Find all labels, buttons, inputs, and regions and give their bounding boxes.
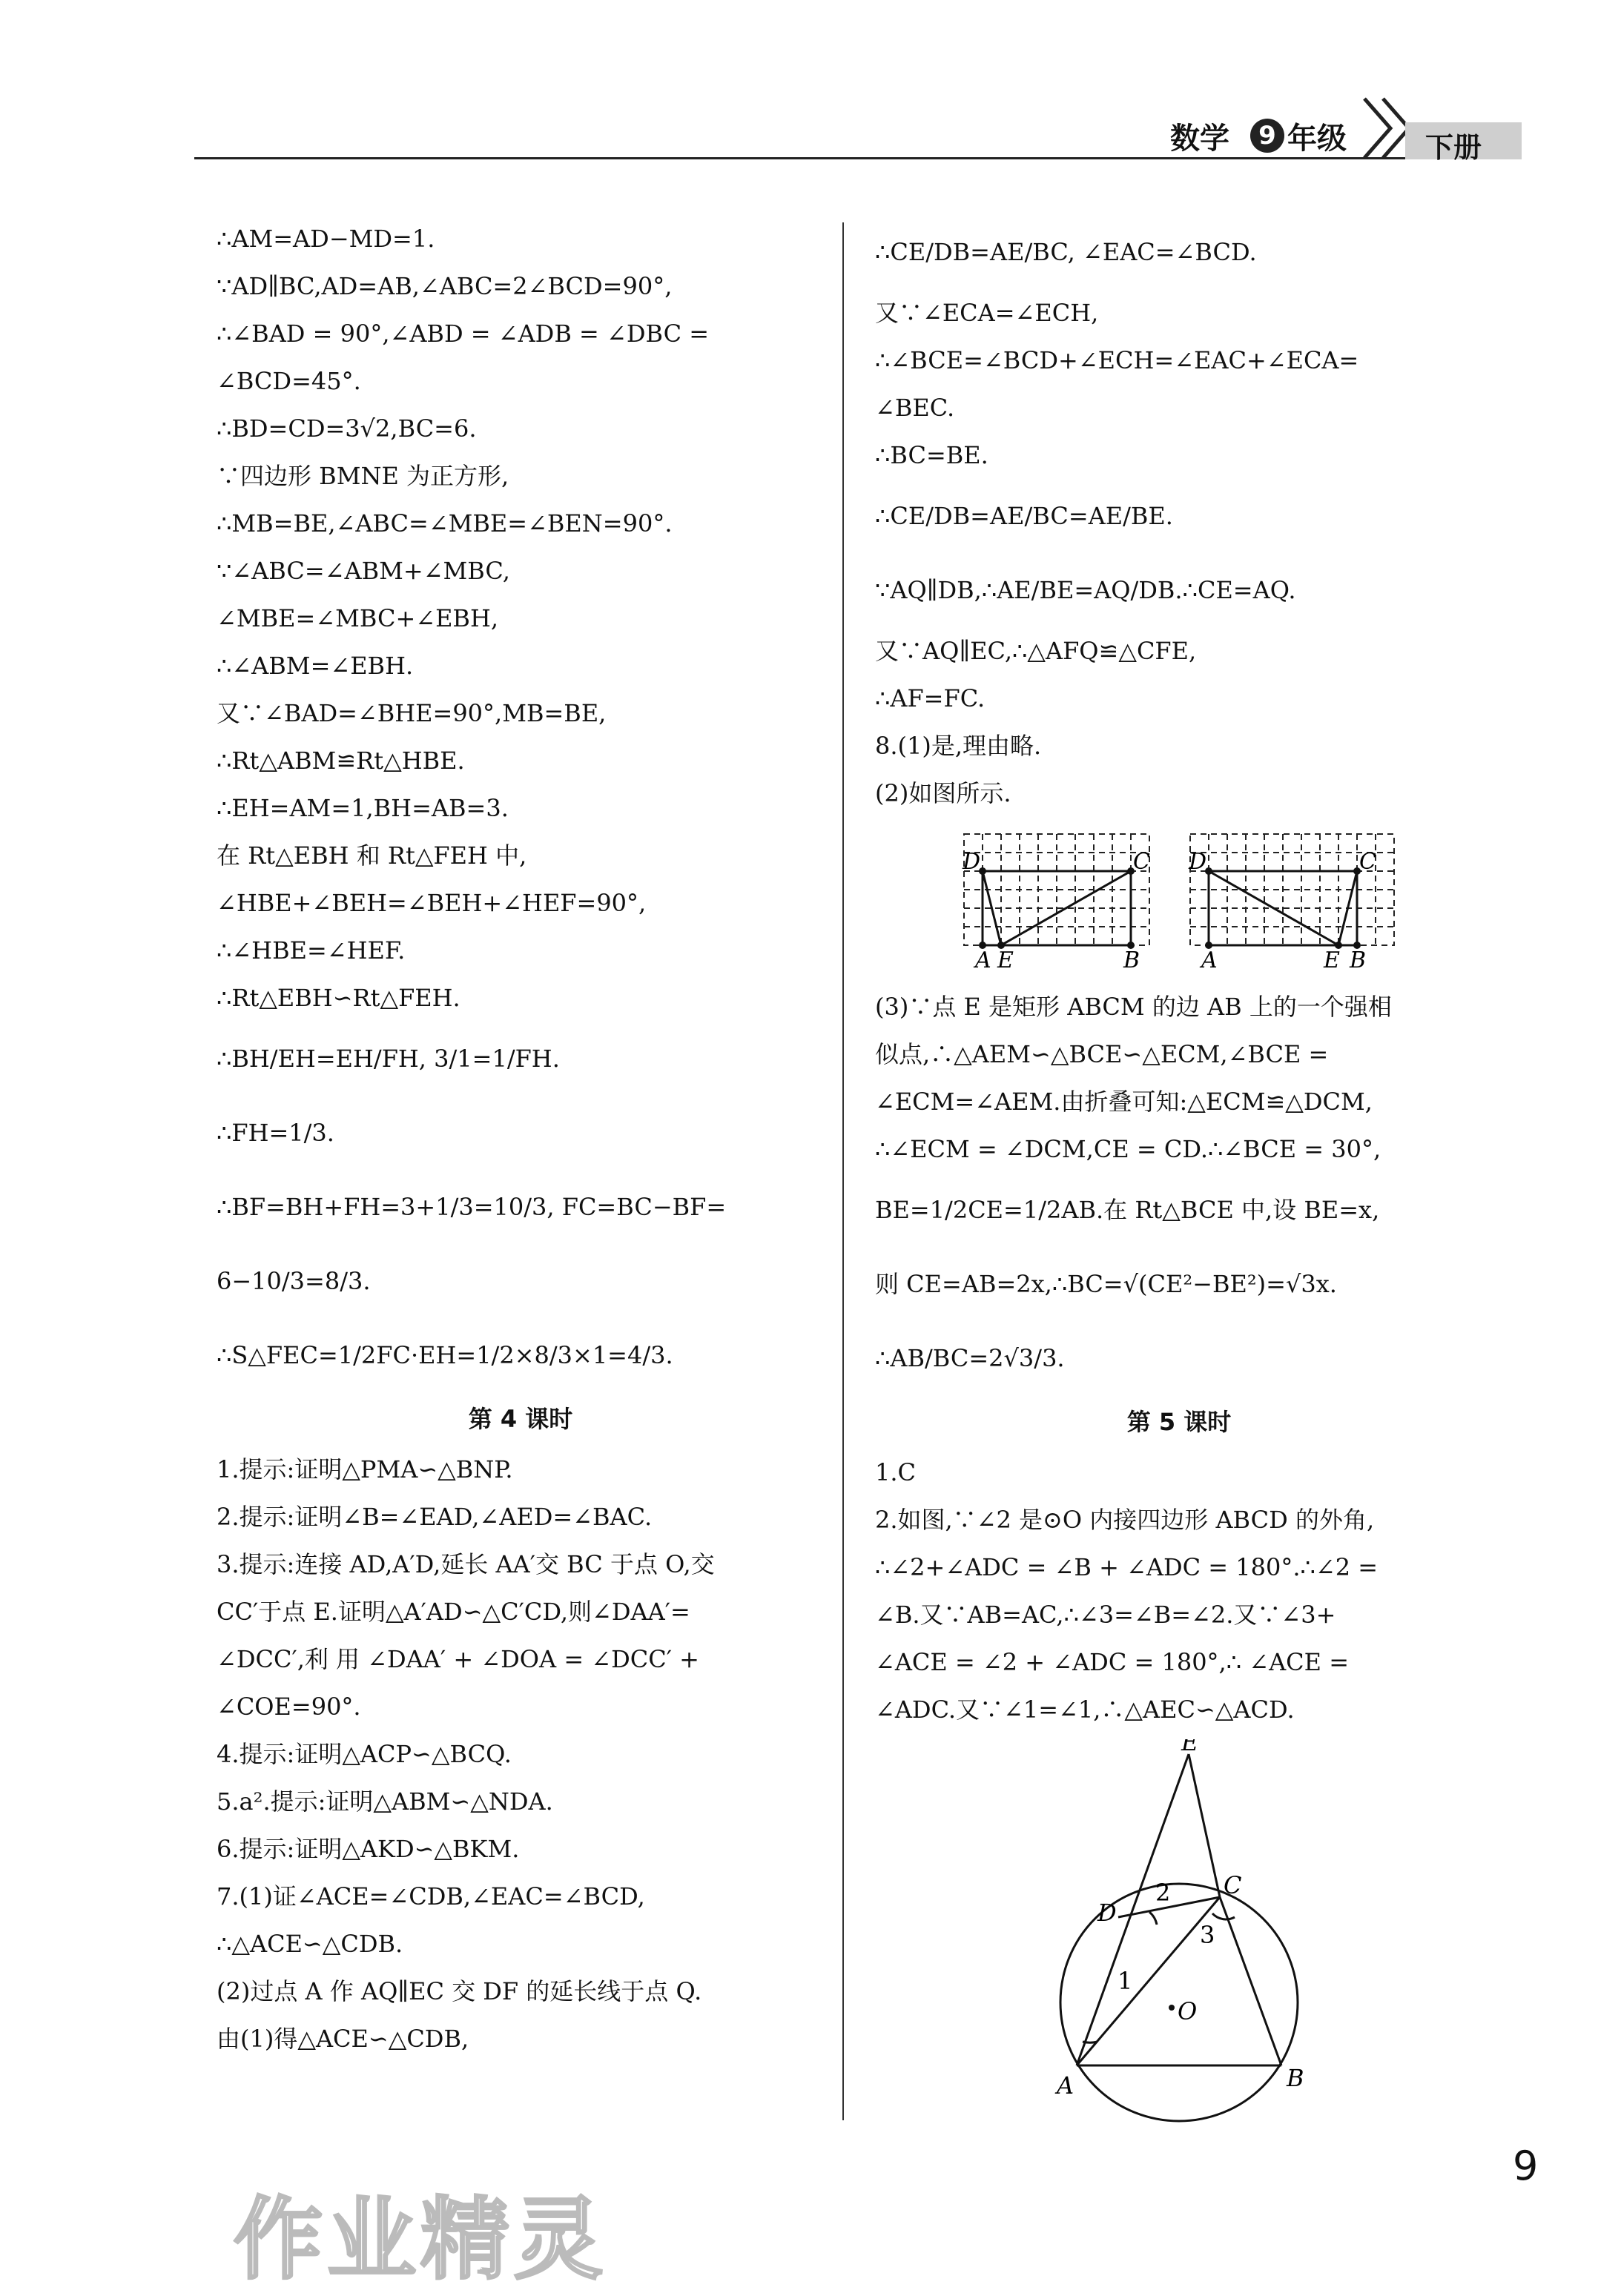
- column-divider: [842, 222, 844, 2120]
- header-grade: 年级: [1287, 122, 1347, 156]
- grid-figure-1: [964, 834, 1149, 945]
- grid1-label-e: E: [997, 947, 1014, 971]
- circle-label-o: O: [1178, 1997, 1198, 2025]
- grid2-label-a: A: [1201, 947, 1218, 971]
- text-line: 在 Rt△EBH 和 Rt△FEH 中,: [217, 841, 527, 870]
- text-line: 又∵∠ECA=∠ECH,: [875, 299, 1099, 327]
- text-line: 由(1)得△ACE∽△CDB,: [217, 2025, 469, 2053]
- text-line: ∴MB=BE,∠ABC=∠MBE=∠BEN=90°.: [217, 509, 673, 537]
- text-line: ∴S△FEC=1/2FC·EH=1/2×8/3×1=4/3.: [217, 1341, 673, 1369]
- text-line: ∵AD∥BC,AD=AB,∠ABC=2∠BCD=90°,: [217, 272, 673, 300]
- circle-label-e: E: [1181, 1739, 1199, 1756]
- circle-label-a: A: [1057, 2071, 1074, 2100]
- text-line: ∴Rt△EBH∽Rt△FEH.: [217, 984, 460, 1012]
- text-line: ∴BD=CD=3√2,BC=6.: [217, 414, 477, 443]
- text-line: ∴FH=1/3.: [217, 1119, 334, 1147]
- circle-label-1: 1: [1117, 1967, 1133, 1995]
- text-line: ∴∠HBE=∠HEF.: [217, 936, 406, 965]
- section-title: 第 4 课时: [468, 1405, 573, 1433]
- text-line: ∴AB/BC=2√3/3.: [875, 1344, 1065, 1372]
- circle-label-d: D: [1097, 1899, 1117, 1927]
- text-line: 6−10/3=8/3.: [217, 1267, 371, 1295]
- text-line: ∵AQ∥DB,∴AE/BE=AQ/DB.∴CE=AQ.: [875, 576, 1296, 604]
- text-line: ∠BEC.: [875, 394, 955, 422]
- grid2-label-c: C: [1359, 849, 1376, 875]
- watermark: 作业精灵: [234, 2189, 607, 2292]
- grid1-label-d: D: [963, 849, 981, 875]
- circle-label-b: B: [1287, 2064, 1304, 2092]
- text-line: ∴∠2+∠ADC = ∠B + ∠ADC = 180°.∴∠2 =: [875, 1553, 1379, 1581]
- grid2-label-d: D: [1189, 849, 1207, 875]
- text-line: ∴AM=AD−MD=1.: [217, 225, 435, 253]
- grid-diagram: [875, 823, 1483, 971]
- page-number: 9: [1513, 2143, 1539, 2189]
- text-line: 又∵AQ∥EC,∴△AFQ≌△CFE,: [875, 637, 1197, 665]
- text-line: ∴Rt△ABM≌Rt△HBE.: [217, 747, 465, 775]
- text-line: (2)如图所示.: [875, 779, 1011, 807]
- grid1-label-b: B: [1123, 947, 1140, 971]
- text-line: (2)过点 A 作 AQ∥EC 交 DF 的延长线于点 Q.: [217, 1977, 702, 2005]
- grid2-label-b: B: [1350, 947, 1367, 971]
- text-line: 2.如图,∵∠2 是⊙O 内接四边形 ABCD 的外角,: [875, 1506, 1375, 1534]
- grid-figures: [875, 823, 1483, 977]
- text-line: ∵∠ABC=∠ABM+∠MBC,: [217, 557, 510, 585]
- circle-label-c: C: [1224, 1871, 1242, 1899]
- circle-figure: [875, 1739, 1483, 2140]
- text-line: 5.a².提示:证明△ABM∽△NDA.: [217, 1787, 553, 1816]
- text-line: ∴△ACE∽△CDB.: [217, 1930, 403, 1958]
- circle-label-2: 2: [1155, 1879, 1171, 1907]
- text-line: ∴BC=BE.: [875, 441, 988, 469]
- text-line: 6.提示:证明△AKD∽△BKM.: [217, 1835, 520, 1863]
- text-line: ∠DCC′,利 用 ∠DAA′ + ∠DOA = ∠DCC′ +: [217, 1645, 699, 1673]
- text-line: ∴CE/DB=AE/BC, ∠EAC=∠BCD.: [875, 238, 1257, 266]
- text-line: ∠ACE = ∠2 + ∠ADC = 180°,∴ ∠ACE =: [875, 1648, 1349, 1676]
- header-subject: 数学: [1170, 122, 1229, 156]
- text-line: ∠HBE+∠BEH=∠BEH+∠HEF=90°,: [217, 889, 647, 917]
- circle-label-3: 3: [1200, 1921, 1215, 1949]
- text-line: 则 CE=AB=2x,∴BC=√(CE²−BE²)=√3x.: [875, 1270, 1337, 1298]
- text-line: ∴EH=AM=1,BH=AB=3.: [217, 794, 509, 822]
- grid1-label-a: A: [975, 947, 991, 971]
- text-line: 4.提示:证明△ACP∽△BCQ.: [217, 1740, 512, 1768]
- text-line: 1.提示:证明△PMA∽△BNP.: [217, 1455, 513, 1483]
- section-title: 第 5 课时: [1126, 1408, 1232, 1436]
- grid2-label-e: E: [1324, 947, 1340, 971]
- text-line: ∠BCD=45°.: [217, 367, 361, 395]
- header-grade-badge: 9: [1250, 119, 1284, 153]
- text-line: ∴∠ABM=∠EBH.: [217, 652, 414, 680]
- text-line: ∠ECM=∠AEM.由折叠可知:△ECM≌△DCM,: [875, 1088, 1373, 1116]
- text-line: 7.(1)证∠ACE=∠CDB,∠EAC=∠BCD,: [217, 1882, 645, 1910]
- text-line: ∠MBE=∠MBC+∠EBH,: [217, 604, 499, 632]
- text-line: ∵四边形 BMNE 为正方形,: [217, 462, 509, 490]
- text-line: 2.提示:证明∠B=∠EAD,∠AED=∠BAC.: [217, 1503, 653, 1531]
- text-line: BE=1/2CE=1/2AB.在 Rt△BCE 中,设 BE=x,: [875, 1196, 1380, 1224]
- text-line: 又∵∠BAD=∠BHE=90°,MB=BE,: [217, 699, 607, 727]
- text-line: ∠COE=90°.: [217, 1693, 361, 1721]
- left-column: [217, 215, 825, 2062]
- text-line: 8.(1)是,理由略.: [875, 732, 1042, 760]
- text-line: ∠ADC.又∵∠1=∠1,∴△AEC∽△ACD.: [875, 1695, 1295, 1724]
- text-line: (3)∵点 E 是矩形 ABCM 的边 AB 上的一个强相: [875, 993, 1392, 1021]
- right-column: [875, 215, 1483, 2151]
- header-rule: [194, 157, 1522, 159]
- text-line: ∴∠ECM = ∠DCM,CE = CD.∴∠BCE = 30°,: [875, 1135, 1381, 1163]
- text-line: ∴BF=BH+FH=3+1/3=10/3, FC=BC−BF=: [217, 1193, 727, 1221]
- text-line: ∴BH/EH=EH/FH, 3/1=1/FH.: [217, 1045, 560, 1073]
- grid1-label-c: C: [1133, 849, 1150, 875]
- text-line: CC′于点 E.证明△A′AD∽△C′CD,则∠DAA′=: [217, 1598, 690, 1626]
- text-line: 似点,∴△AEM∽△BCE∽△ECM,∠BCE =: [875, 1040, 1329, 1068]
- text-line: ∠B.又∵AB=AC,∴∠3=∠B=∠2.又∵∠3+: [875, 1601, 1336, 1629]
- text-line: 1.C: [875, 1458, 917, 1486]
- text-line: ∴AF=FC.: [875, 684, 986, 712]
- text-line: 3.提示:连接 AD,A′D,延长 AA′交 BC 于点 O,交: [217, 1550, 715, 1578]
- text-line: ∴∠BCE=∠BCD+∠ECH=∠EAC+∠ECA=: [875, 346, 1359, 374]
- text-line: ∴CE/DB=AE/BC=AE/BE.: [875, 502, 1173, 530]
- header-volume: 下册: [1425, 131, 1482, 164]
- circle-figure-wrap: [875, 1739, 1483, 2146]
- text-line: ∴∠BAD = 90°,∠ABD = ∠ADB = ∠DBC =: [217, 320, 710, 348]
